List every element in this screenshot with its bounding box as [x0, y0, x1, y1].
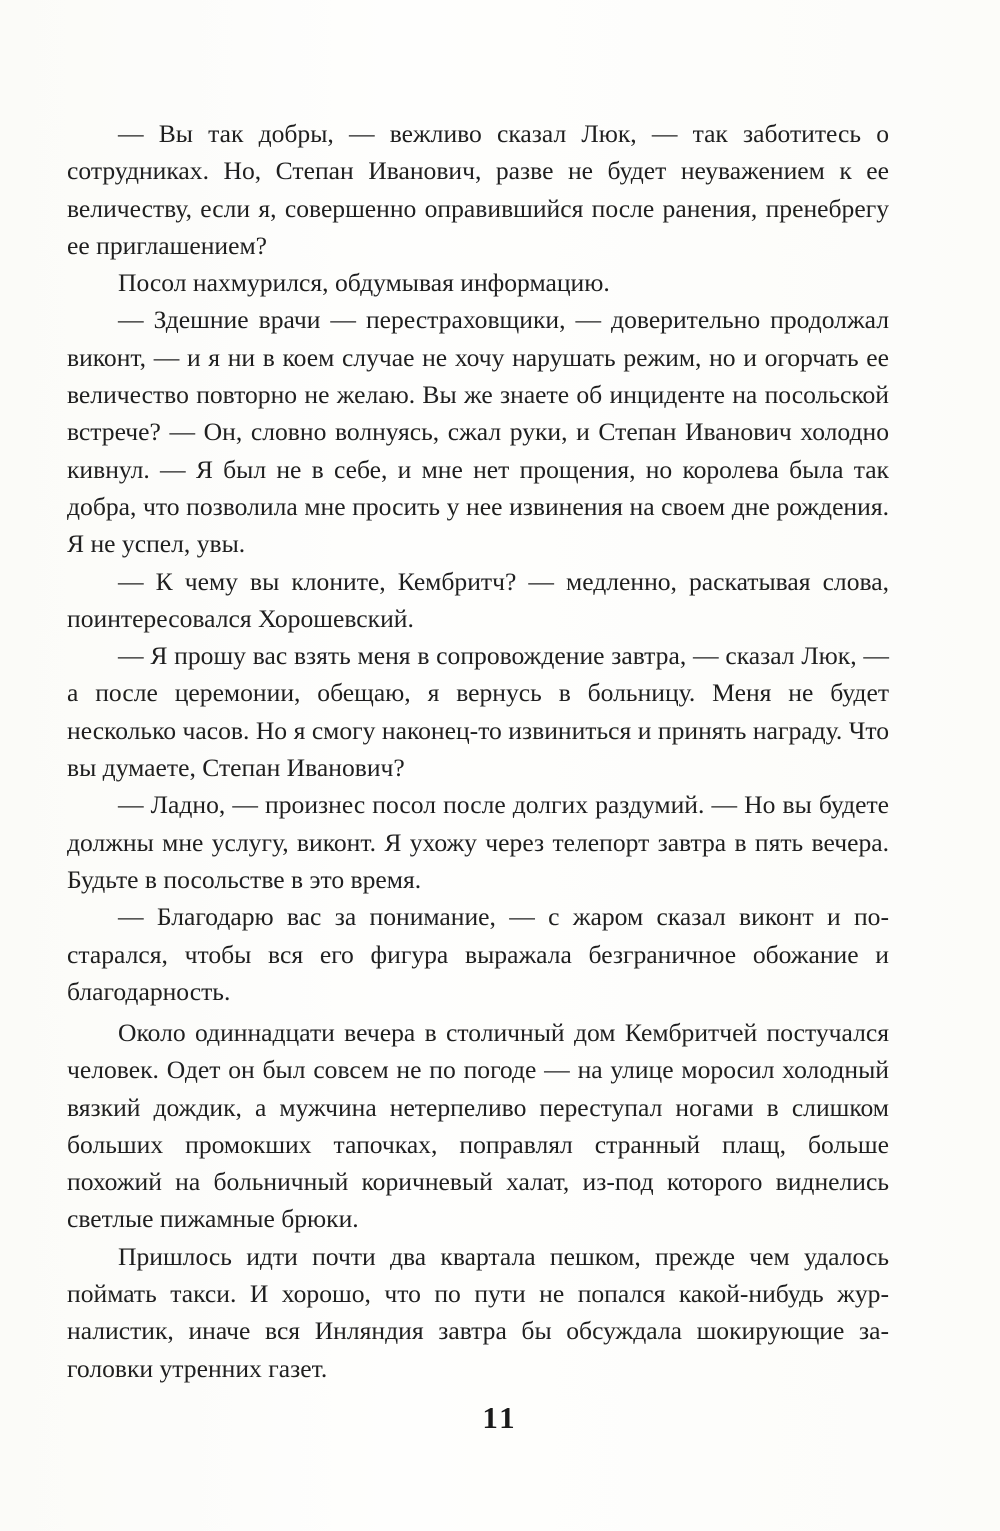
paragraph: — К чему вы клоните, Кембритч? — медленно, раскатывая слова, поинтересовался Хорошевский.	[67, 566, 889, 633]
paragraph: — Здешние врачи — перестраховщики, — доверительно продолжал виконт, — и я ни в коем случае не хочу нарушать режим, но и огорчать ее величество повторно не желаю. Вы же знаете об инциденте на посольской встрече? — Он, словно волнуясь, сжал руки, и Степан Иванович холодно кивнул. — Я был не в себе, и мне нет прощения, но королева была так добра, что позволила мне просить у нее извинения на своем дне рождения. Я не успел, увы.	[67, 305, 889, 559]
paragraph: — Вы так добры, — вежливо сказал Люк, — так заботитесь о сотрудниках. Но, Степан Иванович, разве не будет неуважением к ее величеству, если я, совершенно оправившийся после ранения, пренебрегу ее приглашением?	[67, 119, 889, 260]
text-section-1	[67, 115, 889, 1010]
page-number: 11	[482, 1400, 518, 1435]
text-section-2	[67, 1014, 889, 1387]
paragraph: — Ладно, — произнес посол после долгих раздумий. — Но вы будете должны мне услугу, виконт. Я ухожу через телепорт завтра в пять вечера. Будьте в посольстве в это время.	[67, 790, 889, 894]
paragraph: Около одиннадцати вечера в столичный дом Кембритчей постучался человек. Одет он был совсем не по погоде — на улице моросил холодный вязкий дождик, а мужчина нетерпеливо переступал ногами в слишком больших промокших тапочках, поправлял странный плащ, больше похожий на больничный коричневый халат, из-под которого виднелись светлые пижамные брюки.	[67, 1018, 889, 1234]
paragraph: — Благодарю вас за понимание, — с жаром сказал виконт и постарался, чтобы вся его фигура выражала безграничное обожание и благодарность.	[67, 902, 889, 1006]
paragraph: — Я прошу вас взять меня в сопровождение завтра, — сказал Люк, — а после церемонии, обещаю, я вернусь в больницу. Меня не будет несколько часов. Но я смогу наконец-то извиниться и принять награду. Что вы думаете, Степан Иванович?	[67, 641, 889, 783]
paragraph: Пришлось идти почти два квартала пешком, прежде чем удалось поймать такси. И хорошо, что по пути не попался какой-нибудь журналистик, иначе вся Инляндия завтра бы обсуждала шокирующие заголовки утренних газет.	[67, 1241, 889, 1383]
paragraph: Посол нахмурился, обдумывая информацию.	[118, 268, 610, 298]
